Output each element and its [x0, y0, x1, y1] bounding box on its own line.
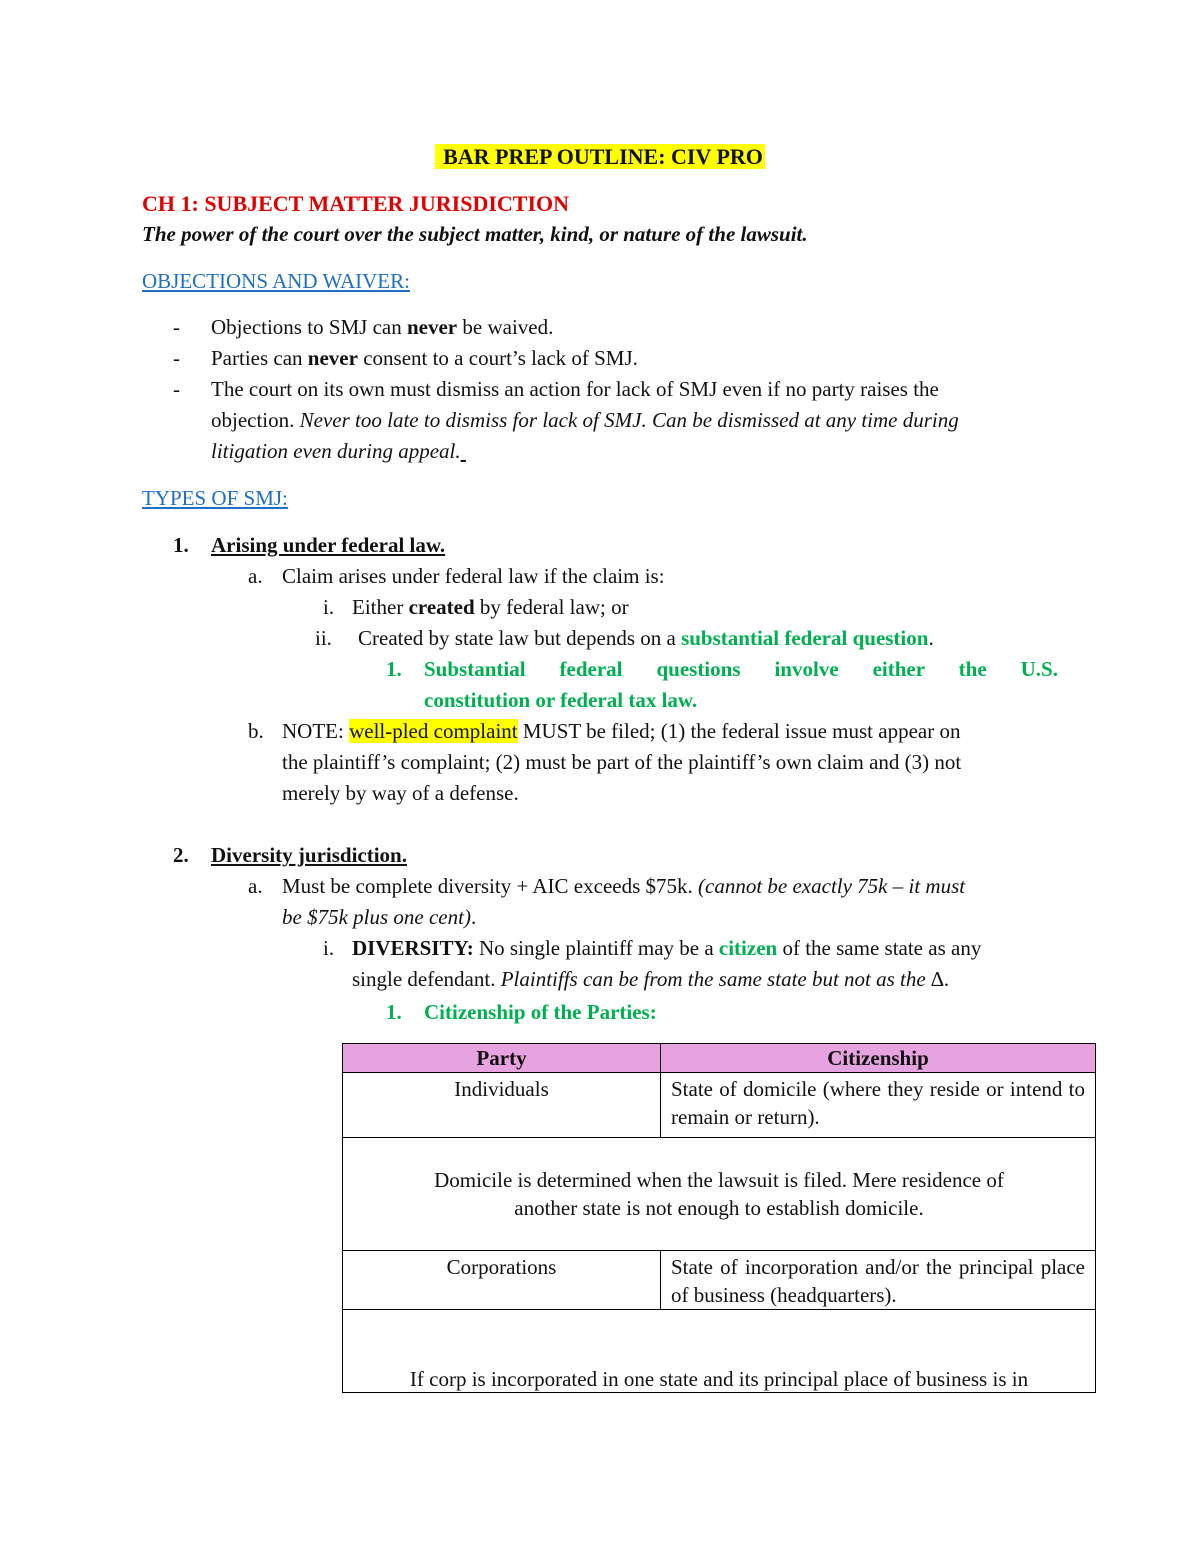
list-marker: 1. [386, 657, 402, 681]
type-2-i-line2: single defendant. Plaintiffs can be from the same state but not as the ∆. [352, 967, 950, 991]
objection-bullet-1: Objections to SMJ can never be waived. [211, 315, 554, 339]
page-title: BAR PREP OUTLINE: CIV PRO [0, 141, 1200, 172]
objection-bullet-2: Parties can never consent to a court’s lack of SMJ. [211, 346, 638, 370]
list-marker: a. [248, 564, 263, 588]
type-1-substantial-line2: constitution or federal tax law. [424, 688, 698, 712]
type-1-b-line2: the plaintiff’s complaint; (2) must be part of the plaintiff’s own claim and (3) not [282, 750, 962, 774]
domicile-note-cell: Domicile is determined when the lawsuit is filed. Mere residence of another state is not enough to establish domicile. [343, 1138, 1096, 1251]
list-marker: i. [323, 936, 335, 960]
party-cell: Individuals [343, 1073, 661, 1138]
citizenship-cell: State of domicile (where they reside or intend to remain or return). [661, 1073, 1096, 1138]
corporation-note-cell: If corp is incorporated in one state and its principal place of business is in [343, 1310, 1096, 1393]
column-header-citizenship: Citizenship [661, 1044, 1096, 1073]
type-2-number: 2. [173, 843, 189, 867]
type-1-substantial-line1: Substantial federal questions involve either the U.S. [424, 657, 1058, 681]
type-1-b-line1: NOTE: well-pled complaint MUST be filed; (1) the federal issue must appear on [282, 719, 961, 743]
type-2-label: Diversity jurisdiction. [211, 843, 407, 867]
party-cell: Corporations [343, 1251, 661, 1310]
citizenship-cell: State of incorporation and/or the principal place of business (headquarters). [661, 1251, 1096, 1310]
chapter-definition: The power of the court over the subject matter, kind, or nature of the lawsuit. [142, 222, 808, 246]
type-1-b-line3: merely by way of a defense. [282, 781, 519, 805]
list-marker: a. [248, 874, 263, 898]
type-1-a-text: Claim arises under federal law if the claim is: [282, 564, 665, 588]
citizenship-table [342, 1043, 1096, 1393]
bullet-dash: - [173, 346, 180, 370]
type-2-i-line1: DIVERSITY: No single plaintiff may be a citizen of the same state as any [352, 936, 982, 960]
type-1-number: 1. [173, 533, 189, 557]
table-row [343, 1073, 1096, 1138]
list-marker: ii. [315, 626, 332, 650]
types-heading: TYPES OF SMJ: [142, 486, 288, 510]
type-1-label: Arising under federal law. [211, 533, 446, 557]
column-header-party: Party [343, 1044, 661, 1073]
objection-bullet-3-line1: The court on its own must dismiss an action for lack of SMJ even if no party raises the [211, 377, 939, 401]
list-marker: i. [323, 595, 335, 619]
chapter-heading: CH 1: SUBJECT MATTER JURISDICTION [142, 191, 570, 216]
bullet-dash: - [173, 377, 180, 401]
citizenship-subheading: Citizenship of the Parties: [424, 1000, 657, 1024]
type-1-ii-text: Created by state law but depends on a substantial federal question. [358, 626, 934, 650]
bullet-dash: - [173, 315, 180, 339]
type-2-a-line2: be $75k plus one cent). [282, 905, 477, 929]
table-row [343, 1251, 1096, 1310]
table-header-row [343, 1044, 1096, 1073]
objection-bullet-3-line3: litigation even during appeal. [211, 439, 461, 463]
list-marker: 1. [386, 1000, 402, 1024]
type-2-a-line1: Must be complete diversity + AIC exceeds $75k. (cannot be exactly 75k – it must [282, 874, 966, 898]
table-row [343, 1138, 1096, 1251]
objections-heading: OBJECTIONS AND WAIVER: [142, 269, 410, 293]
list-marker: b. [248, 719, 264, 743]
table-row [343, 1310, 1096, 1393]
type-1-i-text: Either created by federal law; or [352, 595, 629, 619]
objection-bullet-3-line2: objection. Never too late to dismiss for lack of SMJ. Can be dismissed at any time during [211, 408, 959, 432]
